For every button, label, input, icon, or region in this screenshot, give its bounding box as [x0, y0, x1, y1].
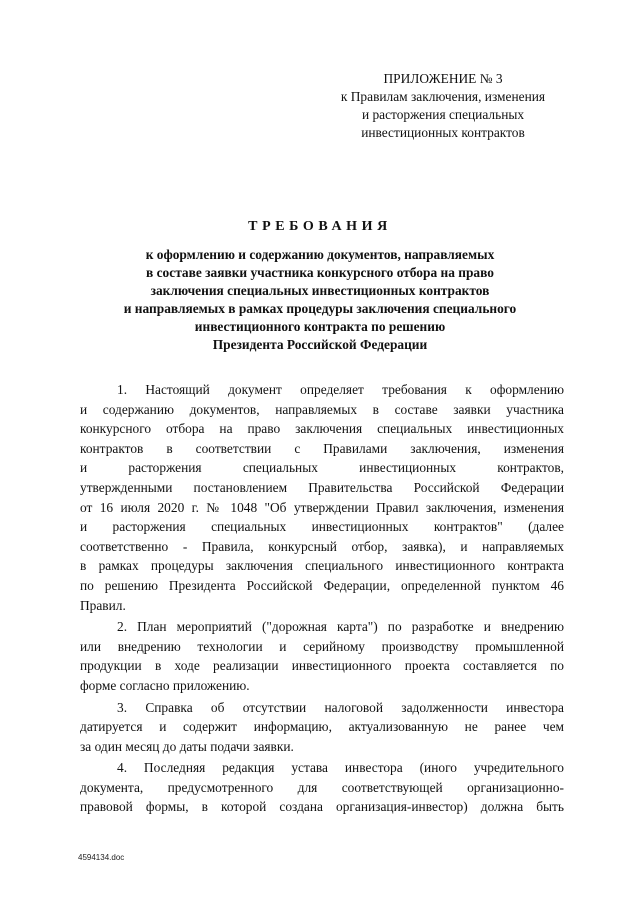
subtitle-line: к оформлению и содержанию документов, направляемых	[145, 247, 495, 262]
subtitle-line: в составе заявки участника конкурсного отбора на право	[146, 265, 494, 280]
paragraph-line: контрактов в соответствии с Правилами заключения, изменения	[80, 440, 564, 456]
file-name-footer: 4594134.doc	[78, 853, 125, 862]
appendix-reference-line-2: и расторжения специальных	[361, 107, 525, 122]
paragraph-line: по решению Президента Российской Федерации, определенной пунктом 46	[80, 577, 564, 593]
document-subtitle	[80, 246, 560, 354]
paragraph-line: от 16 июля 2020 г. № 1048 "Об утверждении Правил заключения, изменения	[80, 499, 564, 515]
paragraph-line: и расторжения специальных инвестиционных контрактов,	[80, 460, 564, 476]
paragraph-line: Правил.	[80, 597, 126, 613]
paragraph-3	[80, 698, 564, 757]
paragraph-line: конкурсного отбора на право заключения специальных инвестиционных	[80, 421, 564, 437]
paragraph-line: датируется и содержит информацию, актуализованную не ранее чем	[80, 719, 564, 735]
paragraph-line: утвержденными постановлением Правительства Российской Федерации	[80, 479, 564, 495]
subtitle-line: и направляемых в рамках процедуры заключения специального	[123, 301, 517, 316]
paragraph-line: продукции в ходе реализации инвестиционного проекта составляется по	[80, 658, 564, 674]
paragraph-line: соответственно - Правила, конкурсный отбор, заявка), и направляемых	[80, 538, 564, 554]
document-body	[80, 380, 564, 819]
appendix-header	[318, 70, 568, 142]
paragraph-line: 1. Настоящий документ определяет требования к оформлению	[117, 382, 564, 397]
paragraph-line: документа, предусмотренного для соответствующей организационно-	[80, 779, 564, 795]
paragraph-line: форме согласно приложению.	[80, 677, 250, 693]
paragraph-1	[80, 380, 564, 615]
subtitle-line: заключения специальных инвестиционных контрактов	[150, 283, 490, 298]
paragraph-4	[80, 758, 564, 817]
appendix-reference-line-1: к Правилам заключения, изменения	[340, 89, 546, 104]
paragraph-line: за один месяц до даты подачи заявки.	[80, 738, 294, 754]
appendix-reference-line-3: инвестиционных контрактов	[361, 125, 525, 140]
paragraph-line: или внедрению технологии и серийному производству промышленной	[80, 638, 564, 654]
subtitle-line: Президента Российской Федерации	[212, 337, 428, 352]
paragraph-line: в рамках процедуры заключения специального инвестиционного контракта	[80, 558, 564, 574]
paragraph-line: правовой формы, в которой создана организация-инвестор) должна быть	[80, 799, 564, 815]
paragraph-line: 3. Справка об отсутствии налоговой задолженности инвестора	[117, 699, 564, 715]
paragraph-2	[80, 617, 564, 695]
appendix-number: ПРИЛОЖЕНИЕ № 3	[383, 71, 503, 86]
document-title: ТРЕБОВАНИЯ	[248, 219, 392, 234]
paragraph-line: и расторжения специальных инвестиционных контрактов" (далее	[80, 519, 564, 535]
subtitle-line: инвестиционного контракта по решению	[194, 319, 446, 334]
paragraph-line: 2. План мероприятий ("дорожная карта") по разработке и внедрению	[117, 619, 564, 635]
paragraph-line: 4. Последняя редакция устава инвестора (иного учредительного	[117, 760, 564, 776]
paragraph-line: и содержанию документов, направляемых в составе заявки участника	[80, 401, 564, 417]
